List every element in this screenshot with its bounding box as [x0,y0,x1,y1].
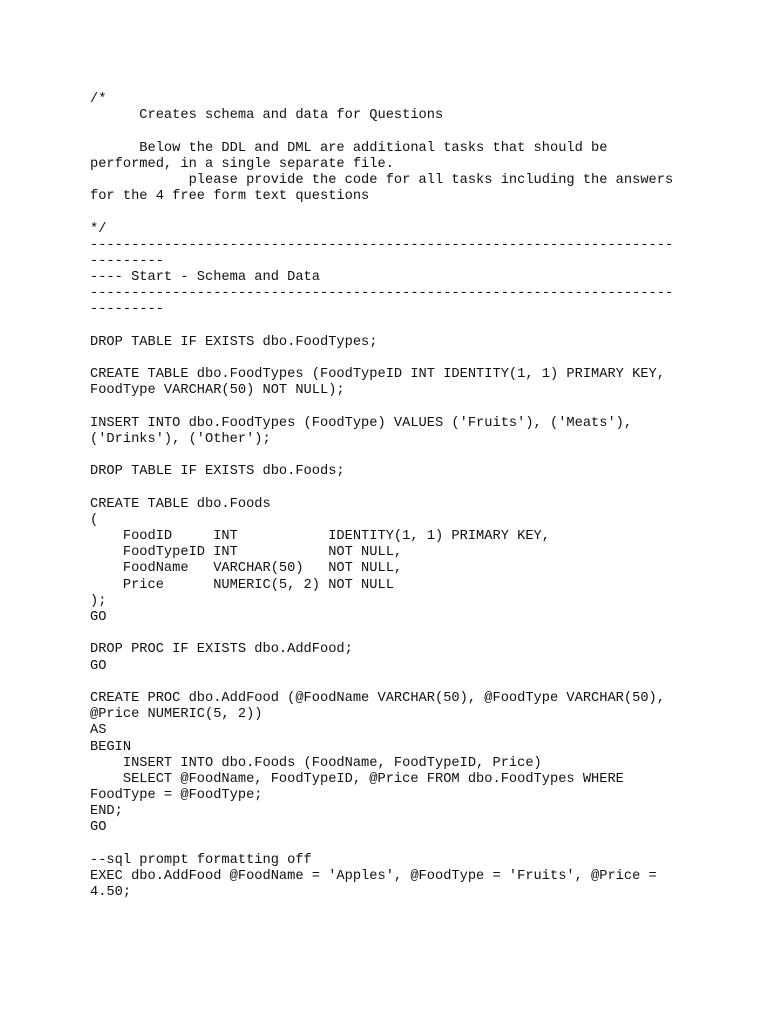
code-line: FoodType = @FoodType; [90,788,263,804]
code-line [90,319,690,335]
code-line: performed, in a single separate file. [90,156,394,172]
code-line: FoodID INT IDENTITY(1, 1) PRIMARY KEY, [90,529,550,545]
code-line: ----------------------------------------------------------------------- [90,237,674,253]
sql-code-block [90,92,690,901]
code-line: Creates schema and data for Questions [90,108,444,124]
code-line: FoodType VARCHAR(50) NOT NULL); [90,383,345,399]
code-line: */ [90,221,107,237]
code-line: for the 4 free form text questions [90,189,370,205]
code-line: SELECT @FoodName, FoodTypeID, @Price FROM dbo.FoodTypes WHERE [90,771,624,787]
code-line [90,481,690,497]
code-line: ); [90,593,107,609]
code-line: DROP PROC IF EXISTS dbo.AddFood; [90,642,353,658]
code-line: ---- Start - Schema and Data [90,270,320,286]
code-line: DROP TABLE IF EXISTS dbo.Foods; [90,464,345,480]
code-line [90,837,690,853]
code-line: CREATE TABLE dbo.FoodTypes (FoodTypeID INT IDENTITY(1, 1) PRIMARY KEY, [90,367,665,383]
code-line: Below the DDL and DML are additional tasks that should be [90,140,608,156]
code-line: DROP TABLE IF EXISTS dbo.FoodTypes; [90,334,378,350]
code-line: END; [90,804,123,820]
code-line: GO [90,658,107,674]
code-line: /* [90,92,107,107]
code-line: Price NUMERIC(5, 2) NOT NULL [90,577,394,593]
code-line: FoodName VARCHAR(50) NOT NULL, [90,561,403,577]
code-line: AS [90,723,107,739]
code-line: CREATE PROC dbo.AddFood (@FoodName VARCHAR(50), @FoodType VARCHAR(50), [90,690,665,706]
code-line: EXEC dbo.AddFood @FoodName = 'Apples', @FoodType = 'Fruits', @Price = [90,869,657,884]
code-line [90,400,690,416]
code-line: ----------------------------------------------------------------------- [90,286,674,302]
code-line [90,124,690,140]
code-line [90,351,690,367]
code-line [90,448,690,464]
code-line: ( [90,512,99,528]
code-line: INSERT INTO dbo.Foods (FoodName, FoodTypeID, Price) [90,755,542,771]
code-line: please provide the code for all tasks including the answers [90,172,674,188]
code-line: ('Drinks'), ('Other'); [90,431,271,447]
code-line: GO [90,820,107,836]
code-line: FoodTypeID INT NOT NULL, [90,545,403,561]
code-line: @Price NUMERIC(5, 2)) [90,707,263,723]
code-line: BEGIN [90,739,132,755]
code-line: INSERT INTO dbo.FoodTypes (FoodType) VALUES ('Fruits'), ('Meats'), [90,415,633,431]
code-line [90,675,690,691]
code-line: 4.50; [90,885,132,901]
code-line [90,626,690,642]
code-line: --------- [90,302,164,318]
code-line: CREATE TABLE dbo.Foods [90,496,271,512]
code-line [90,205,690,221]
code-line: GO [90,610,107,625]
code-line: --sql prompt formatting off [90,852,312,868]
code-line: --------- [90,253,164,269]
